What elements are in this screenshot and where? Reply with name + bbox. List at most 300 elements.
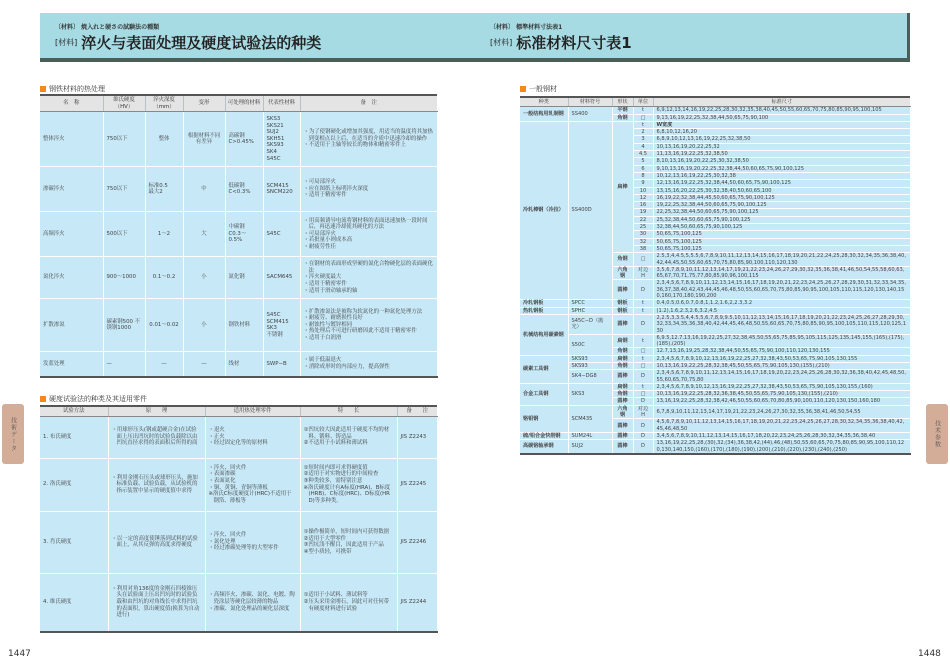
steel-kind: 热轧钢板 [520,307,568,314]
material-symbol: S45C−D（抛光） [568,314,612,334]
feature-line: ※洛氏硬度计有A标度(HRA)、B标度(HRB)、C标度(HRC)、D标度(HRD)等多种类。 [303,484,391,504]
part-line: ※洛氏C标度硬度计(HRC)不适用于钢箔、薄板等 [208,491,292,504]
principle-line: ・利用对角136度的金刚石四棱锥压头在试验面上压出凹坑时的试验负载和由凹坑的对角线长中求得凹坑的表面积，算出硬度值(换算为自动进行) [111,585,200,619]
unit: D [633,314,653,334]
representative-material [263,299,300,352]
unit: t [633,334,653,348]
material-symbol: SK4−DG8 [568,370,612,384]
column-header: 代表性材料 [263,95,300,112]
table-row [520,362,910,369]
section-title: 一般钢材 [529,85,557,93]
unit: D [633,419,653,433]
standard-sizes: 2,3,4,5,6,7,8,9,10,12,13,16,19,22,25,27,32,38,43,50,53,65,75,90,105,130,155,(160) [653,383,910,390]
side-tab-technical-params[interactable]: 技术参数 [926,404,948,464]
unit: 30 [633,231,653,238]
standard-sizes: 8,10,13,16,19,20,22,25,30,32,38,50 [653,158,910,165]
depth-line: — [161,360,167,367]
material-symbol: SKS3 [568,383,612,405]
shape: 角钢 [612,348,633,355]
material-line: 氮化钢 [228,274,245,281]
column-header: 备 注 [397,406,437,416]
unit: t [633,383,653,390]
standard-sizes: 13,16,19,22,25,28,(30),32,(34),36,38,42,(44),46,(48),50,55,60,65,70,75,80,85,90,95,100,110,120,130,140,150,(160),(170),(180),(190),(200),(210),(220),(230),(240),(250) [653,440,910,454]
table-row [40,416,437,458]
material-code: SUJ2 [266,129,279,136]
steel-kind: 硫/铅合金快削钢 [520,432,568,439]
test-method: 4. 维氏硬度 [40,573,108,632]
standard: JIS Z2243 [397,416,437,458]
remarks [300,299,437,352]
table-row [520,405,910,419]
standard-sizes: 9,13,16,19,22,25,32,38,44,50,65,75,90,100 [653,114,910,121]
representative-material [263,112,300,167]
section-title: 硬度试验法的种类及其适用零件 [49,395,147,403]
standard-sizes: 4,5,6,7,8,9,10,11,12,13,14,15,16,17,18,19,20,21,22,23,24,25,26,27,28,30,32,34,35,36,38,40,42,45,46,48,50 [653,419,910,433]
unit: □ [633,348,653,355]
standard-sizes: 6,7,8,9,10,11,12,13,14,17,19,21,22,23,24,26,27,30,32,35,36,38,41,46,50,54,55 [653,405,910,419]
standard-sizes: 6,9.5,12.7,13,16,19,22,25,27,32,38,45,50,55,65,75,85,95,105,115,125,135,145,155,(165),(175),(185),(205) [653,334,910,348]
unit: 6 [633,165,653,172]
applicable-parts [205,573,300,632]
representative-material [263,212,300,257]
column-header: 特 长 [300,406,397,416]
feature-line: ①凹坑较大因此适用于硬度不均的材料、锻料、铸造品 [303,427,390,440]
depth-line: 标准0.5 [148,182,168,189]
material-code: SWP−B [266,360,287,367]
standard-sizes: 13,16,19,22,25,28,32,38,42,46,50,55,60,65,70,80,85,90,100,110,120,130,150,160,180 [653,398,910,405]
material-line: 高碳钢 [228,132,245,139]
material-symbol: SS400 [568,107,612,122]
square-bullet-icon [520,86,526,92]
unit: 8 [633,172,653,179]
remark-line: ・若批量小则成本高 [303,237,353,244]
features [300,573,397,632]
part-line: ・淬火、回火件 [208,464,247,471]
unit: 2 [633,129,653,136]
steel-kind: 冷轧棒钢（冷拉） [520,121,568,299]
remark-line: ・热处理后不可进行研磨因此不适用于精密零件 [303,328,417,335]
unit: 4.5 [633,151,653,158]
material-symbol: SKS93 [568,362,612,369]
material-code: 不锈钢 [266,331,283,338]
material-line: 钢铁材料 [228,321,251,328]
standard-sizes: 10,13,16,19,22,25,28,32,36,38,45,50,55,65,75,90,105,130,(155),(210) [653,391,910,398]
material-code: SK4 [266,149,277,156]
part-line: ・铜、黄铜、青铜等薄板 [208,484,268,491]
unit: 25 [633,224,653,231]
standard-sizes: 6,8,10,12,16,20 [653,129,910,136]
features [300,416,397,458]
quench-depth [145,212,183,257]
column-header: 维氏硬度（HV） [103,95,145,112]
shape: 圆棒 [612,314,633,334]
part-line: ・淬火、回火件 [208,532,247,539]
remark-line: ・适用于精密零件 [303,192,347,199]
table-row [520,314,910,334]
principle [108,458,205,511]
table-row [520,355,910,362]
shape: 角钢 [612,253,633,267]
remark-line: ・淬火硬度最大 [303,274,342,281]
standard-sizes: 2,2.5,3,3.5,4,4.5,5,6,7,8,9,9.5,10,11,12,13,14,15,16,17,18,19,20,21,22,23,24,25,26,27,28,29,30,32,33,34,35,36,38,40,42,44,45,46,48,50,55,60,65,70,75,80,85,90,95,100,105,110,115,120,125,130 [653,314,910,334]
steel-kind: 铬钼钢 [520,405,568,432]
feature-line: ①短时间内即可求得硬度值 [303,464,368,471]
remark-line: ・消除成形时的内部应力，提高弹性 [303,363,390,370]
material-code: SCM415 [266,182,289,189]
vickers-hardness: 500以下 [103,212,145,257]
unit: t [633,300,653,307]
applicable-material [225,352,263,377]
table-row [520,300,910,307]
treatment-name: 氮化淬火 [40,257,103,299]
shape: 扁钢 [612,383,633,390]
feature-line: ②压头采用金刚石，因此可对任何带有硬度材料进行试验 [303,599,390,612]
depth-line: 整体 [158,135,170,142]
deformation: 根据材料不同有差异 [183,112,225,167]
part-line: ・正火 [208,433,225,440]
material-code: SACM645 [266,274,293,281]
shape: 平钢 [612,107,633,114]
column-header: 适用热处理零件 [205,406,300,416]
table-row [40,167,437,212]
principle [108,573,205,632]
material-code: SNCM220 [266,189,293,196]
feature-line: ②适用于对实物进行的中间检查 [303,471,379,478]
left-page-header [40,13,475,62]
deformation: 中 [183,167,225,212]
remark-line: ・为了使钢硬化或增加其强度，用适当的温度将其加热到变相点以上后，在适当的介质中迅速冷却的操作 [303,129,433,142]
treatment-name: 渗碳淬火 [40,167,103,212]
test-method: 1. 布氏硬度 [40,416,108,458]
applicable-material [225,257,263,299]
quench-depth [145,352,183,377]
page-title [55,32,321,53]
remark-line: ・扩散渗氮法是被称为软氮化的一种氮化处理方法 [303,308,423,315]
unit: t [633,307,653,314]
test-method: 3. 肖氏硬度 [40,511,108,573]
standard-sizes: 3,5,6,7,8,9,10,11,12,13,14,17,19,21,22,23,24,26,27,29,30,32,35,36,38,41,46,50,54,55,58,60,63,65,67,70,71,75,77,80,85,90,96,100,115 [653,266,910,280]
standard-sizes: 19,22,25,32,38,44,50,60,65,75,90,100,125 [653,202,910,209]
shape: 圆棒 [612,432,633,439]
header-subtitle: 〔材料〕 焼入れと硬さの試験法の種類 [55,24,160,31]
unit: D [633,280,653,300]
unit: 32 [633,238,653,245]
material-code: SKH51 [266,135,285,142]
material-code: SKS93 [266,142,284,149]
standard: JIS Z2245 [397,458,437,511]
principle [108,416,205,458]
column-header: 变形 [183,95,225,112]
feature-line: ①操作极简单，短时间内可获得数据 [303,528,390,535]
shape: 角钢 [612,114,633,121]
part-line: ・表面渗碳 [208,471,236,478]
table-row [40,573,437,632]
column-header: 淬火深度（mm） [145,95,183,112]
material-code: SKS3 [266,116,281,123]
standard-sizes: (1.2),1.6,2.3,2.6,3.2,4.5 [653,307,910,314]
unit: t [633,355,653,362]
side-tab-technical-data[interactable]: 技術データ [2,404,24,464]
remark-line: ・用高频诱导电流将钢材料的表面迅速加热一段时间后，再迅速冷却使其硬化的方法 [303,217,428,231]
shape: 圆棒 [612,280,633,300]
principle-line: ・利用金刚石压头或球形压头，施加标准负载、试验负载，从试验机的指示装置中显示的硬度值中求得 [111,474,198,494]
principle [108,511,205,573]
material-symbol: SKS93 [568,355,612,362]
unit: t [633,121,653,128]
applicable-material [225,112,263,167]
unit: 38 [633,245,653,252]
material-line: 低碳钢 [228,182,245,189]
material-line: 线材 [228,360,240,367]
steel-kind: 合金工具钢 [520,383,568,405]
deformation: 小 [183,299,225,352]
table-row [40,299,437,352]
standard-sizes: 6,8,9,10,12,13,16,19,22,25,32,38,50 [653,136,910,143]
column-header: 单位 [633,97,653,107]
header-row [40,95,437,112]
column-header: 名 称 [40,95,103,112]
column-header: 种类 [520,97,568,107]
standard-sizes: 2,3,4,5,6,7,8,9,10,12,13,16,19,22,25,27,32,38,43,50,53,65,75,90,105,130,155 [653,355,910,362]
standard-sizes: 9,10,13,16,19,20,22,25,32,38,44,50,60,65,75,90,100,125 [653,165,910,172]
part-line: ・渗碳、氮化处理品的硬化层深度 [208,605,290,612]
feature-line: ①适用于小试料、薄试料等 [303,592,368,599]
table-row [40,511,437,573]
table-row [40,458,437,511]
unit: 19 [633,209,653,216]
unit: □ [633,253,653,267]
applicable-material [225,167,263,212]
remarks [300,257,437,299]
table-row [40,257,437,299]
steel-kind: 高碳铬轴承钢 [520,440,568,454]
standard-sizes: 10,13,16,19,20,22,25,32 [653,143,910,150]
shape: 六角钢 [612,266,633,280]
standard-sizes: 22,25,32,38,44,50,60,65,75,90,100,125 [653,209,910,216]
remarks [300,352,437,377]
column-header: 形状 [612,97,633,107]
material-symbol: SUJ2 [568,440,612,454]
remark-line: ・适用于滑动轴承的轴 [303,287,358,294]
shape: 扁棒 [612,121,633,252]
header-row [40,406,437,416]
depth-line: 0.1～0.2 [152,274,176,281]
header-subtitle: 〔材料〕 標準材料寸法表1 [490,24,563,31]
square-bullet-icon [40,86,46,92]
depth-line: 1～2 [157,230,171,237]
material-line: 0.5% [228,237,243,244]
standard-sizes: 10,12,13,16,19,22,25,30,32,38 [653,172,910,179]
unit: t [633,107,653,114]
unit: D [633,398,653,405]
standard-sizes: 32,38,44,50,60,65,75,90,100,125 [653,224,910,231]
unit: D [633,440,653,454]
standard-sizes: 50,65,75,100,125 [653,238,910,245]
unit: 5 [633,158,653,165]
vickers-hardness: 碳素钢500 不锈钢1000 [103,299,145,352]
column-header: 原 理 [108,406,205,416]
treatment-name: 扩散渗氮 [40,299,103,352]
standard-sizes: 11,13,16,19,22,25,32,38,50 [653,151,910,158]
shape: 钢板 [612,307,633,314]
material-line: C<0.3% [228,189,251,196]
shape: 扁钢 [612,355,633,362]
steel-kind: 碳素工具钢 [520,355,568,383]
treatment-name: 整体淬火 [40,112,103,167]
deformation: 大 [183,212,225,257]
vickers-hardness: 750以下 [103,167,145,212]
material-line: C>0.45% [228,139,254,146]
steel-kind: 机械结构用碳素钢 [520,314,568,355]
standard: JIS Z2246 [397,511,437,573]
unit: 对边H [633,405,653,419]
remark-line: ・可局部淬火 [303,230,336,237]
material-symbol: SPHC [568,307,612,314]
steel-kind: 一般结构用轧制钢 [520,107,568,122]
heat-treatment-table [40,94,438,378]
shape: 圆棒 [612,398,633,405]
standard-sizes: 50,65,75,100,125 [653,245,910,252]
table-row [520,107,910,114]
applicable-material [225,212,263,257]
title-prefix: [材料] [490,38,513,47]
table-row [40,112,437,167]
standard: JIS Z2244 [397,573,437,632]
material-code: S45C [266,230,281,237]
material-code: SK3 [266,325,277,332]
material-code: S45C [266,155,281,162]
unit: 对边H [633,266,653,280]
quench-depth [145,167,183,212]
features [300,458,397,511]
table-row [520,334,910,348]
standard-sizes: 13,15,16,20,22,25,30,32,38,40,50,60,65,100 [653,187,910,194]
feature-line: ④型小质轻，可携带 [303,548,352,555]
remark-line: ・应在图纸上标明淬火深度 [303,185,369,192]
shape: 扁钢 [612,334,633,348]
material-code: S45C [266,312,281,318]
section-heat-treatment [40,84,105,94]
applicable-parts [205,511,300,573]
steel-kind: 冷轧钢板 [520,300,568,307]
standard-sizes: 6,9,12,13,14,16,19,22,25,28,30,32,35,38,40,45,50,55,60,65,70,75,80,85,90,95,100,105 [653,107,910,114]
representative-material [263,167,300,212]
unit: □ [633,391,653,398]
test-method: 2. 洛氏硬度 [40,458,108,511]
material-symbol: SPCC [568,300,612,307]
table-row [520,121,910,128]
standard-sizes: 16,19,22,32,38,44,45,50,60,65,75,90,100,125 [653,194,910,201]
shape: 六角钢 [612,405,633,419]
treatment-name: 发蓝处理 [40,352,103,377]
remark-line: ・属于低温退火 [303,357,342,364]
standard-sizes: 10,13,16,19,22,25,28,32,38,45,50,55,65,75,90,105,130,(155),(210) [653,362,910,369]
remark-line: ・适用于精密零件 [303,280,347,287]
shape: 钢板 [612,300,633,307]
hardness-test-table [40,405,438,633]
representative-material [263,352,300,377]
unit: 10 [633,187,653,194]
standard-sizes: W宽度 [653,121,910,128]
remark-line: ・不适用于主轴等较长的物体和精密零件上 [303,142,406,149]
part-line: ・氮化处理 [208,538,236,545]
principle-line: ・以一定的高度使锤落到试料的试验面上，从其反弹的高度求得硬度 [111,535,198,549]
remark-line: ・在钢材的表面形成坚硬的氮化合物硬化层的表面硬化法 [303,261,433,274]
part-line: ・经过固定化等的原材料 [208,440,268,447]
material-symbol: S50C [568,334,612,355]
page-title [490,32,632,53]
material-code: SKS21 [266,122,284,129]
remark-line: ・耐疲劳、耐磨损性良好 [303,315,363,322]
material-symbol: SUM24L [568,432,612,439]
column-header: 材料符号 [568,97,612,107]
section-hardness-test [40,394,147,404]
standard-sizes: 2.5,3,4,4.5,5,5.5,6,7,8,9,10,11,12,13,14,15,16,17,18,19,20,21,22,24,25,28,30,32,34,35,36,38,40,42,44,45,50,55,60,65,70,75,80,85,90,100,110,120,130 [653,253,910,267]
quench-depth [145,112,183,167]
unit: D [633,432,653,439]
vickers-hardness: 900～1000 [103,257,145,299]
standard-sizes: 50,65,75,100,125 [653,231,910,238]
standard-sizes: 25,32,38,44,50,60,65,75,90,100,125 [653,216,910,223]
shape: 圆棒 [612,419,633,433]
unit: □ [633,362,653,369]
column-header: 标准尺寸 [653,97,910,107]
remark-line: ・适用于白润滑 [303,335,342,342]
table-row [520,440,910,454]
feature-line: ②不适用于小试料和薄试料 [303,440,368,447]
part-line: ・表面氮化 [208,478,236,484]
unit: 12 [633,194,653,201]
representative-material [263,257,300,299]
standard-sizes: 2,3,4,5,6,7,8,9,10,11,12,13,14,15,16,17,18,19,20,22,23,24,25,26,28,30,32,36,38,40,42,45,48,50,55,60,65,70,75,80 [653,370,910,384]
title-text: 标准材料尺寸表1 [516,34,632,52]
section-title: 钢铁材料的热处理 [49,85,105,93]
features [300,511,397,573]
shape: 圆棒 [612,370,633,384]
standard-sizes: 2,3,4,5,6,7,8,9,10,11,12,13,14,15,16,17,18,19,20,21,22,23,24,25,26,27,28,29,30,31,32,33,34,35,36,37,38,40,42,43,44,45,46,48,50,55,60,65,70,75,80,85,90,95,100,105,110,115,120,130,140,150,160,170,180,190,200 [653,280,910,300]
title-text: 淬火与表面处理及硬度试验法的种类 [81,34,322,52]
part-line: ・经过渗碳处理等的大型零件 [208,545,279,552]
header-row [520,97,910,107]
principle-line: ・用球形压头(钢或超硬合金)在试验面上压出凹坑时的试验负载除以由凹坑直径求得的表面积后所得的商 [111,427,198,447]
material-code: SCM415 [266,318,289,325]
feature-line: ③种类较多，需特别注意 [303,478,363,484]
material-symbol: SCM435 [568,405,612,432]
section-general-steel [520,84,557,94]
material-line: 中碳钢 [228,224,245,231]
standard-sizes: 12.7,13,16,19,25,28,32,38,44,50,55,65,75,90,100,110,120,130,155 [653,348,910,355]
unit: 9 [633,180,653,187]
unit: 4 [633,143,653,150]
applicable-parts [205,458,300,511]
applicable-parts [205,416,300,458]
treatment-name: 高频淬火 [40,212,103,257]
standard-sizes: 0.4,0.5,0.6,0.7,0.8,1,1.2,1.6,2,2.3,3.2 [653,300,910,307]
title-prefix: [材料] [55,38,78,47]
vickers-hardness: — [103,352,145,377]
table-row [40,352,437,377]
quench-depth [145,257,183,299]
column-header: 备 注 [300,95,437,112]
part-line: ・退火 [208,427,225,434]
deformation: — [183,352,225,377]
unit: 3 [633,136,653,143]
table-row [520,370,910,384]
right-page-header [475,13,910,62]
standard-sizes: 3,4,5,6,7,8,9,10,11,12,13,14,15,16,17,18,20,22,23,24,25,26,28,30,32,34,35,36,38,40 [653,432,910,439]
unit: □ [633,114,653,121]
remark-line: ・耐蚀性与镀锌相同 [303,321,353,328]
